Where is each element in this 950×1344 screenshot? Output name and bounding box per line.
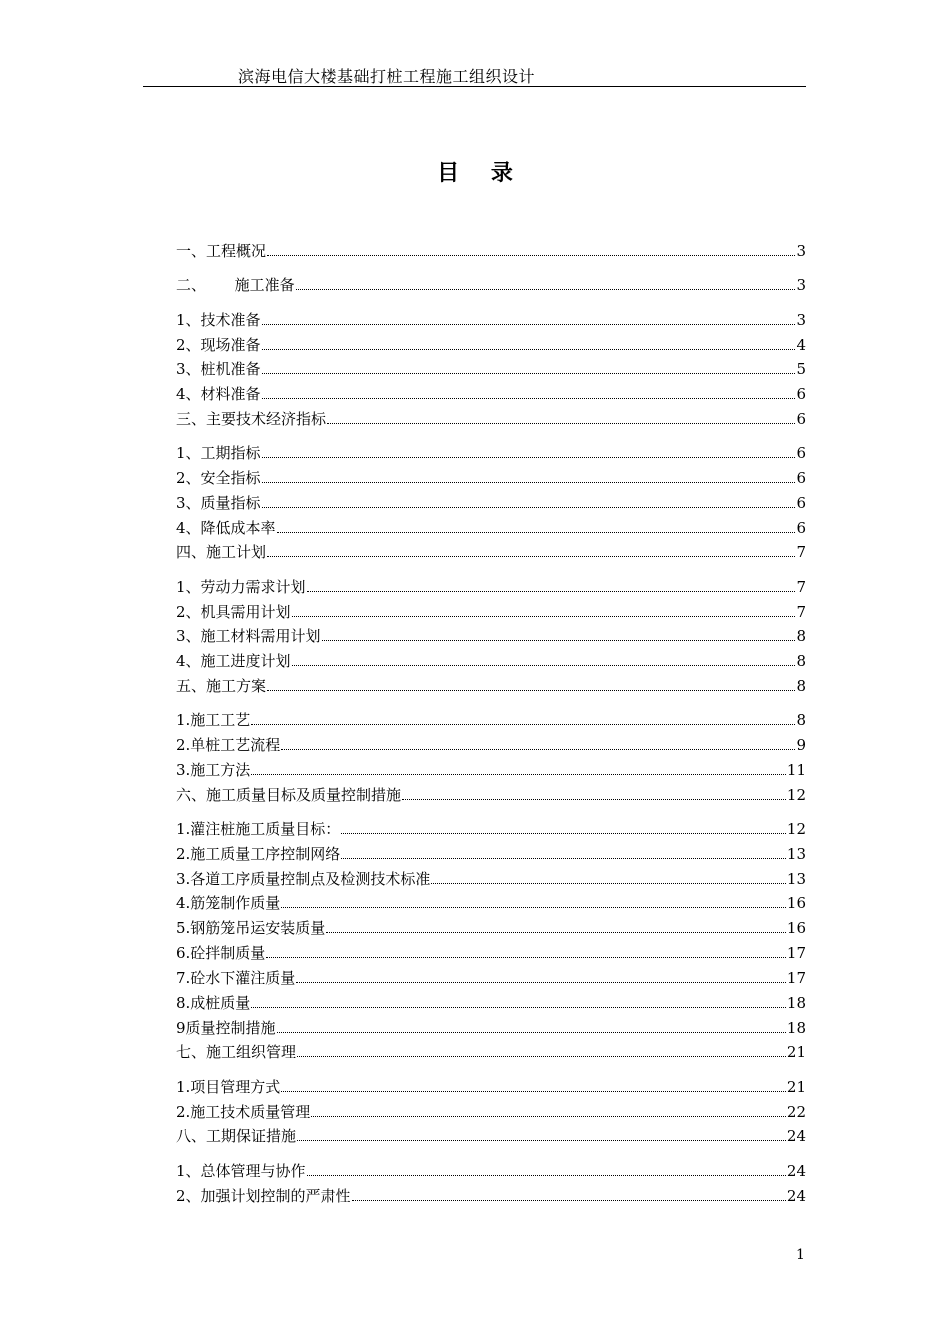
toc-entry-label: 1、工期指标 <box>176 444 261 462</box>
toc-dot-leader <box>262 373 796 374</box>
toc-entry-label: 2.施工技术质量管理 <box>176 1103 311 1121</box>
toc-entry-page: 3 <box>796 276 806 294</box>
toc-entry[interactable] <box>176 650 806 672</box>
toc-entry[interactable] <box>176 675 806 697</box>
toc-entry[interactable] <box>176 467 806 489</box>
toc-entry[interactable] <box>176 1185 806 1207</box>
toc-entry-label: 8.成桩质量 <box>176 994 251 1012</box>
toc-dot-leader <box>262 349 796 350</box>
toc-entry[interactable] <box>176 492 806 514</box>
toc-entry[interactable] <box>176 1041 806 1063</box>
toc-entry-label: 3.施工方法 <box>176 761 251 779</box>
toc-entry-page: 8 <box>796 627 806 645</box>
toc-entry[interactable] <box>176 917 806 939</box>
toc-dot-leader <box>311 1116 786 1117</box>
toc-entry[interactable] <box>176 892 806 914</box>
toc-dot-leader <box>307 591 796 592</box>
page-number: 1 <box>796 1247 805 1263</box>
toc-entry-page: 9 <box>796 736 806 754</box>
toc-dot-leader <box>341 858 786 859</box>
toc-entry-page: 5 <box>796 360 806 378</box>
toc-entry-label: 一、工程概况 <box>176 242 267 260</box>
toc-entry-page: 7 <box>796 603 806 621</box>
toc-entry[interactable] <box>176 1076 806 1098</box>
toc-dot-leader <box>267 556 795 557</box>
toc-entry[interactable] <box>176 818 806 840</box>
toc-entry-label: 3、桩机准备 <box>176 360 261 378</box>
toc-dot-leader <box>292 616 796 617</box>
toc-entry-page: 16 <box>786 894 806 912</box>
toc-dot-leader <box>262 457 796 458</box>
toc-entry-page: 6 <box>796 385 806 403</box>
toc-entry-label: 4、材料准备 <box>176 385 261 403</box>
toc-entry[interactable] <box>176 1160 806 1182</box>
toc-entry-label: 五、施工方案 <box>176 677 267 695</box>
toc-dot-leader <box>251 774 786 775</box>
toc-entry-page: 17 <box>786 969 806 987</box>
toc-entry[interactable] <box>176 868 806 890</box>
toc-dot-leader <box>281 749 795 750</box>
toc-entry[interactable] <box>176 576 806 598</box>
toc-dot-leader <box>262 324 796 325</box>
toc-dot-leader <box>296 289 796 290</box>
toc-dot-leader <box>267 690 795 691</box>
toc-entry-page: 11 <box>786 761 806 779</box>
toc-entry[interactable] <box>176 992 806 1014</box>
toc-entry-label: 4.筋笼制作质量 <box>176 894 281 912</box>
toc-entry[interactable] <box>176 601 806 623</box>
toc-entry[interactable] <box>176 734 806 756</box>
toc-entry-label: 4、施工进度计划 <box>176 652 291 670</box>
toc-title: 目 录 <box>437 161 525 186</box>
toc-dot-leader <box>307 1175 786 1176</box>
toc-dot-leader <box>341 833 786 834</box>
toc-entry-label: 2.单桩工艺流程 <box>176 736 281 754</box>
toc-entry[interactable] <box>176 1017 806 1039</box>
toc-entry-label: 三、主要技术经济指标 <box>176 410 327 428</box>
toc-entry-label: 4、降低成本率 <box>176 519 276 537</box>
toc-entry-label: 1、技术准备 <box>176 311 261 329</box>
toc-dot-leader <box>267 255 795 256</box>
toc-entry-page: 16 <box>786 919 806 937</box>
toc-dot-leader <box>281 907 786 908</box>
toc-entry[interactable] <box>176 309 806 331</box>
toc-entry[interactable] <box>176 1101 806 1123</box>
toc-entry[interactable] <box>176 517 806 539</box>
toc-entry[interactable] <box>176 442 806 464</box>
toc-entry-page: 12 <box>786 786 806 804</box>
toc-dot-leader <box>431 883 786 884</box>
toc-dot-leader <box>262 482 796 483</box>
toc-entry-label: 1.施工工艺 <box>176 711 251 729</box>
table-of-contents <box>176 0 806 1344</box>
toc-entry[interactable] <box>176 358 806 380</box>
toc-entry[interactable] <box>176 240 806 262</box>
toc-entry-page: 12 <box>786 820 806 838</box>
toc-dot-leader <box>251 724 795 725</box>
toc-entry-label: 5.钢筋笼吊运安装质量 <box>176 919 326 937</box>
toc-entry-page: 13 <box>786 845 806 863</box>
toc-entry[interactable] <box>176 383 806 405</box>
toc-entry-label: 3、施工材料需用计划 <box>176 627 321 645</box>
toc-entry-page: 7 <box>796 578 806 596</box>
toc-entry[interactable] <box>176 759 806 781</box>
toc-entry-label: 七、施工组织管理 <box>176 1043 297 1061</box>
toc-dot-leader <box>326 932 786 933</box>
toc-entry-label: 1、劳动力需求计划 <box>176 578 306 596</box>
toc-dot-leader <box>251 1007 786 1008</box>
toc-dot-leader <box>277 1032 786 1033</box>
toc-entry-label: 3、质量指标 <box>176 494 261 512</box>
toc-entry-label: 6.砼拌制质量 <box>176 944 266 962</box>
toc-dot-leader <box>281 1091 786 1092</box>
toc-entry-page: 22 <box>786 1103 806 1121</box>
toc-entry[interactable] <box>176 843 806 865</box>
toc-entry-page: 13 <box>786 870 806 888</box>
toc-dot-leader <box>262 398 796 399</box>
toc-entry[interactable] <box>176 784 806 806</box>
toc-entry-page: 6 <box>796 519 806 537</box>
toc-entry-label: 2、加强计划控制的严肃性 <box>176 1187 351 1205</box>
toc-dot-leader <box>352 1200 786 1201</box>
toc-entry-page: 24 <box>786 1127 806 1145</box>
toc-entry[interactable] <box>176 408 806 430</box>
toc-entry-label: 3.各道工序质量控制点及检测技术标准 <box>176 870 431 888</box>
toc-dot-leader <box>296 982 786 983</box>
toc-entry-page: 7 <box>796 543 806 561</box>
toc-entry-page: 6 <box>796 469 806 487</box>
toc-entry-label: 2、现场准备 <box>176 336 261 354</box>
toc-dot-leader <box>297 1056 786 1057</box>
toc-entry-page: 18 <box>786 994 806 1012</box>
toc-entry-label: 7.砼水下灌注质量 <box>176 969 296 987</box>
toc-entry-page: 4 <box>796 336 806 354</box>
toc-dot-leader <box>322 640 796 641</box>
toc-entry[interactable] <box>176 625 806 647</box>
toc-dot-leader <box>402 799 786 800</box>
toc-entry-label: 八、工期保证措施 <box>176 1127 297 1145</box>
toc-dot-leader <box>277 532 796 533</box>
toc-entry-page: 3 <box>796 311 806 329</box>
toc-entry[interactable] <box>176 274 806 296</box>
toc-entry-page: 18 <box>786 1019 806 1037</box>
toc-entry-label: 2、机具需用计划 <box>176 603 291 621</box>
toc-entry-page: 8 <box>796 652 806 670</box>
toc-entry-label: 1.灌注桩施工质量目标： <box>176 820 341 838</box>
toc-entry-page: 24 <box>786 1187 806 1205</box>
running-header: 滨海电信大楼基础打桩工程施工组织设计 <box>238 67 536 86</box>
toc-entry-label: 1、总体管理与协作 <box>176 1162 306 1180</box>
toc-entry-page: 6 <box>796 494 806 512</box>
toc-entry-page: 21 <box>786 1078 806 1096</box>
toc-entry-page: 8 <box>796 677 806 695</box>
toc-entry-page: 6 <box>796 444 806 462</box>
toc-entry-page: 6 <box>796 410 806 428</box>
toc-entry-label: 二、 施工准备 <box>176 276 295 294</box>
toc-entry-page: 17 <box>786 944 806 962</box>
toc-dot-leader <box>262 507 796 508</box>
toc-entry-label: 1.项目管理方式 <box>176 1078 281 1096</box>
toc-entry[interactable] <box>176 967 806 989</box>
toc-dot-leader <box>292 665 796 666</box>
toc-entry-page: 3 <box>796 242 806 260</box>
toc-dot-leader <box>266 957 786 958</box>
toc-entry[interactable] <box>176 334 806 356</box>
toc-entry-label: 四、施工计划 <box>176 543 267 561</box>
toc-dot-leader <box>327 423 795 424</box>
toc-entry[interactable] <box>176 709 806 731</box>
toc-entry-page: 8 <box>796 711 806 729</box>
toc-entry[interactable] <box>176 942 806 964</box>
toc-entry[interactable] <box>176 541 806 563</box>
toc-dot-leader <box>297 1140 786 1141</box>
toc-entry-label: 六、施工质量目标及质量控制措施 <box>176 786 402 804</box>
toc-entry-label: 2、安全指标 <box>176 469 261 487</box>
toc-entry-page: 21 <box>786 1043 806 1061</box>
toc-entry-page: 24 <box>786 1162 806 1180</box>
toc-entry-label: 9质量控制措施 <box>176 1019 276 1037</box>
toc-entry-label: 2.施工质量工序控制网络 <box>176 845 341 863</box>
toc-entry[interactable] <box>176 1125 806 1147</box>
